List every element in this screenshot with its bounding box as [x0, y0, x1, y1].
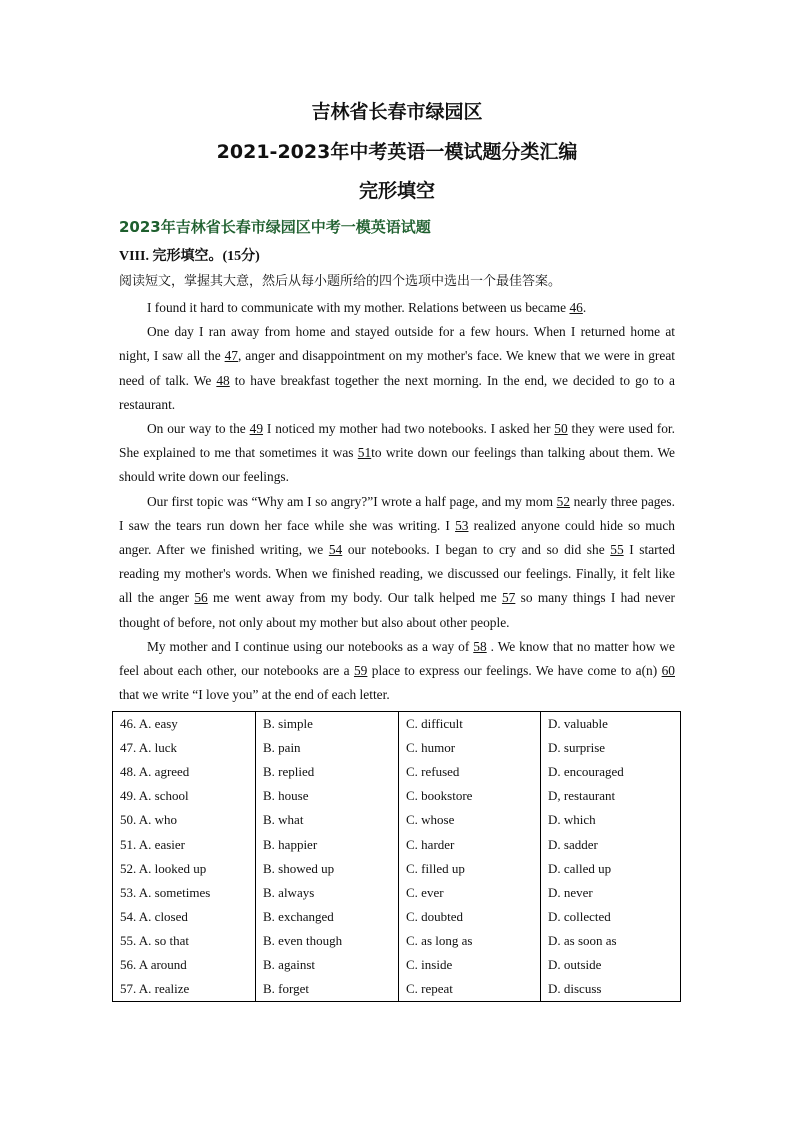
blank-number: 47	[224, 348, 238, 364]
table-row	[113, 929, 681, 953]
passage-text: our notebooks. I began to cry and so did she	[342, 542, 611, 558]
option-cell: C. humor	[399, 736, 541, 760]
table-row	[113, 905, 681, 929]
passage-text: that we write “I love you” at the end of each letter.	[119, 687, 390, 703]
option-cell: B. replied	[256, 760, 399, 784]
passage-text: I started reading my mother's words. When we finished reading, we discussed our feelings. Finally, it felt like all the anger	[119, 542, 675, 606]
option-cell: D. encouraged	[541, 760, 681, 784]
table-row	[113, 832, 681, 856]
option-cell: B. against	[256, 953, 399, 977]
table-row	[113, 784, 681, 808]
passage-text: they were used for. She explained to me that sometimes it was	[119, 421, 675, 461]
option-cell: B. pain	[256, 736, 399, 760]
option-cell: B. happier	[256, 832, 399, 856]
option-cell: C. ever	[399, 881, 541, 905]
option-cell: C. whose	[399, 808, 541, 832]
doc-title-topic: 完形填空	[358, 180, 435, 202]
option-cell: B. showed up	[256, 857, 399, 881]
passage-text: . We know that no matter how we feel about each other, our notebooks are a	[119, 638, 675, 679]
option-cell: D. surprise	[541, 736, 681, 760]
blank-number: 51	[357, 445, 372, 461]
option-cell: 47. A. luck	[113, 736, 256, 760]
table-row	[113, 712, 681, 737]
passage-paragraph	[119, 635, 675, 708]
passage-paragraph	[119, 320, 675, 417]
blank-number: 60	[661, 663, 675, 679]
option-cell: C. harder	[399, 832, 541, 856]
option-cell: D. discuss	[541, 977, 681, 1002]
passage-text: Our first topic was “Why am I so angry?”I wrote a half page, and my mom	[147, 493, 557, 509]
part-heading: VIII. 完形填空。(15分)	[119, 249, 260, 264]
passage-text: I noticed my mother had two notebooks. I asked her	[263, 421, 555, 437]
option-cell: 46. A. easy	[113, 712, 256, 737]
passage-text: On our way to the	[147, 421, 250, 437]
option-cell: D. called up	[541, 857, 681, 881]
passage-text: I found it hard to communicate with my mother. Relations between us became	[147, 300, 570, 315]
option-cell: 56. A around	[113, 953, 256, 977]
passage-text: place to express our feelings. We have come to a(n)	[367, 663, 662, 679]
option-cell: 55. A. so that	[113, 929, 256, 953]
option-cell: D. valuable	[541, 712, 681, 737]
blank-number: 53	[455, 517, 469, 533]
doc-title-region: 吉林省长春市绿园区	[311, 101, 483, 123]
passage-text: to have breakfast together the next morning. In the end, we decided to go to a restaurant.	[119, 372, 675, 412]
blank-number: 58	[473, 638, 487, 654]
option-cell: B. exchanged	[256, 905, 399, 929]
options-table	[112, 711, 681, 1002]
option-cell: 54. A. closed	[113, 905, 256, 929]
passage-text: My mother and I continue using our notebooks as a way of	[147, 638, 474, 654]
option-cell: D. which	[541, 808, 681, 832]
cloze-passage	[119, 296, 675, 707]
option-cell: 50. A. who	[113, 808, 256, 832]
passage-paragraph	[119, 490, 675, 635]
option-cell: 52. A. looked up	[113, 857, 256, 881]
blank-number: 55	[610, 542, 624, 558]
option-cell: B. house	[256, 784, 399, 808]
table-row	[113, 736, 681, 760]
option-cell: C. doubted	[399, 905, 541, 929]
passage-paragraph	[119, 417, 675, 490]
blank-number: 48	[216, 372, 230, 388]
option-cell: B. simple	[256, 712, 399, 737]
blank-number: 56	[194, 590, 208, 606]
option-cell: B. what	[256, 808, 399, 832]
passage-text: nearly three pages. I saw the tears run down her face while she was writing. I	[119, 493, 675, 533]
option-cell: B. even though	[256, 929, 399, 953]
option-cell: B. forget	[256, 977, 399, 1002]
passage-text: , anger and disappointment on my mother's face. We knew that we were in great need of talk. We	[119, 348, 676, 388]
table-row	[113, 808, 681, 832]
passage-text: so many things I had never thought of before, not only about my mother but also about other people.	[119, 590, 675, 630]
option-cell: C. as long as	[399, 929, 541, 953]
option-cell: 49. A. school	[113, 784, 256, 808]
table-row	[113, 881, 681, 905]
option-cell: 51. A. easier	[113, 832, 256, 856]
option-cell: D, restaurant	[541, 784, 681, 808]
option-cell: C. refused	[399, 760, 541, 784]
option-cell: D. outside	[541, 953, 681, 977]
option-cell: 48. A. agreed	[113, 760, 256, 784]
table-row	[113, 857, 681, 881]
instruction-text: 阅读短文，掌握其大意，然后从每小题所给的四个选项中选出一个最佳答案。	[119, 274, 562, 289]
blank-number: 52	[556, 493, 571, 509]
option-cell: C. filled up	[399, 857, 541, 881]
section-title: 2023年吉林省长春市绿园区中考一模英语试题	[119, 218, 431, 236]
option-cell: C. inside	[399, 953, 541, 977]
table-row	[113, 760, 681, 784]
blank-number: 50	[554, 421, 568, 437]
option-cell: D. sadder	[541, 832, 681, 856]
option-cell: D. collected	[541, 905, 681, 929]
blank-number: 57	[501, 590, 516, 606]
blank-number: 46	[569, 300, 583, 315]
doc-title-subject: 2021-2023年中考英语一模试题分类汇编	[216, 141, 578, 163]
option-cell: D. never	[541, 881, 681, 905]
option-cell: C. difficult	[399, 712, 541, 737]
table-row	[113, 977, 681, 1002]
passage-text: realized anyone could hide so much anger. After we finished writing, we	[119, 517, 675, 558]
blank-number: 54	[328, 542, 343, 558]
option-cell: B. always	[256, 881, 399, 905]
option-cell: D. as soon as	[541, 929, 681, 953]
option-cell: C. repeat	[399, 977, 541, 1002]
blank-number: 49	[249, 421, 264, 437]
passage-text: me went away from my body. Our talk helped me	[207, 590, 502, 606]
passage-paragraph	[119, 296, 675, 320]
passage-text: to write down our feelings than talking about them. We should write down our feelings.	[119, 445, 675, 485]
table-row	[113, 953, 681, 977]
option-cell: 53. A. sometimes	[113, 881, 256, 905]
option-cell: C. bookstore	[399, 784, 541, 808]
option-cell: 57. A. realize	[113, 977, 256, 1002]
passage-text: One day I ran away from home and stayed outside for a few hours. When I returned home at night, I saw all the	[119, 324, 675, 364]
passage-text: .	[582, 300, 587, 315]
blank-number: 59	[353, 663, 368, 679]
